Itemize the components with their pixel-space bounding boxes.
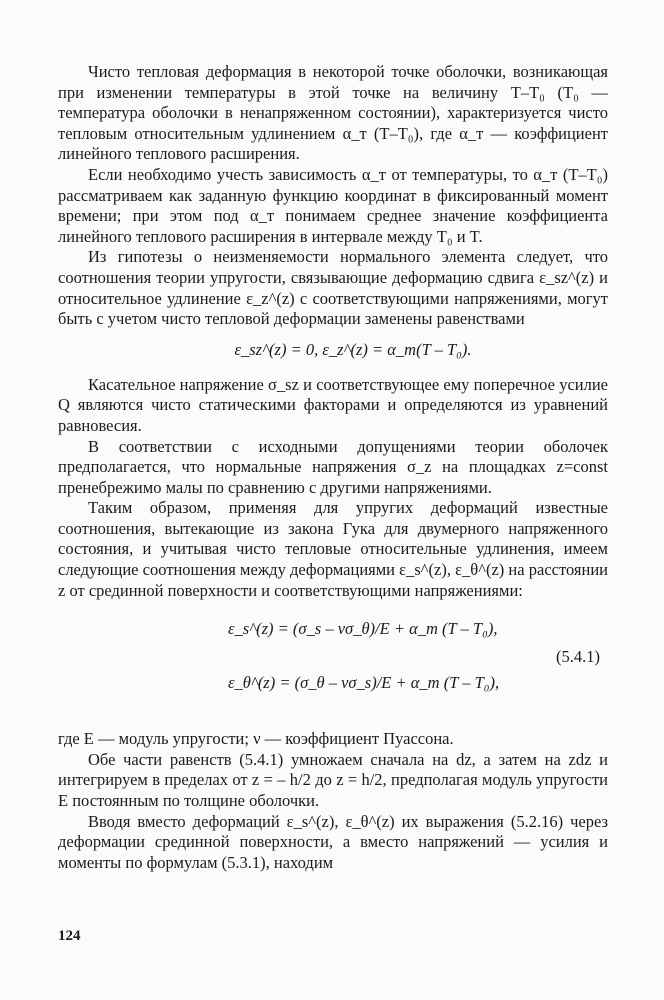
paragraph-1: Чисто тепловая деформация в некоторой точке оболочки, возникающая при изменении температуры в этой точке на величину T–T₀ (T₀ — температура оболочки в ненапряженном состоянии), характеризуется чисто тепловым относительным удлинением α_т (T–T₀), где α_т — коэффициент линейного теплового расширения.	[58, 62, 608, 164]
paragraph-7: где E — модуль упругости; ν — коэффициент Пуассона.	[58, 729, 454, 749]
equation-epsilon-s: ε_s^(z) = (σ_s – νσ_θ)/E + α_т (T – T₀),	[228, 619, 498, 639]
page-number: 124	[58, 928, 81, 944]
paragraph-8: Обе части равенств (5.4.1) умножаем сначала на dz, а затем на zdz и интегрируем в пределах от z = – h/2 до z = h/2, предполагая модуль упругости E постоянным по толщине оболочки.	[58, 749, 608, 811]
equation-epsilon-theta: ε_θ^(z) = (σ_θ – νσ_s)/E + α_т (T – T₀),	[228, 673, 500, 693]
paragraph-4: Касательное напряжение σ_sz и соответствующее ему поперечное усилие Q являются чисто статическими факторами и определяются из уравнений равновесия.	[58, 374, 608, 435]
formula-strain-shear: ε_sz^(z) = 0, ε_z^(z) = α_т(T – T₀).	[234, 339, 472, 359]
paragraph-3: Из гипотезы о неизменяемости нормального элемента следует, что соотношения теории упругости, связывающие деформацию сдвига ε_sz^(z) и относительное удлинение ε_z^(z) с соответствующими напряжениями, могут быть с учетом чисто тепловой деформации заменены равенствами	[58, 247, 608, 329]
paragraph-6: Таким образом, применяя для упругих деформаций известные соотношения, вытекающие из закона Гука для двумерного напряженного состояния, и учитывая чисто тепловые относительные удлинения, имеем следующие соотношения между деформациями ε_s^(z), ε_θ^(z) на расстоянии z от срединной поверхности и соответствующими напряжениями:	[58, 498, 608, 600]
paragraph-9: Вводя вместо деформаций ε_s^(z), ε_θ^(z) их выражения (5.2.16) через деформации срединной поверхности, а вместо напряжений — усилия и моменты по формулам (5.3.1), находим	[58, 811, 608, 872]
equation-number: (5.4.1)	[556, 647, 600, 667]
equation-block-5-4-1	[58, 611, 608, 721]
paragraph-5: В соответствии с исходными допущениями теории оболочек предполагается, что нормальные напряжения σ_z на площадках z=const пренебрежимо малы по сравнению с другими напряжениями.	[58, 436, 608, 497]
page-body	[58, 62, 608, 873]
paragraph-2: Если необходимо учесть зависимость α_т от температуры, то α_т (T–T₀) рассматриваем как заданную функцию координат в фиксированный момент времени; при этом под α_т понимаем среднее значение коэффициента линейного теплового расширения в интервале между T₀ и T.	[58, 164, 608, 246]
